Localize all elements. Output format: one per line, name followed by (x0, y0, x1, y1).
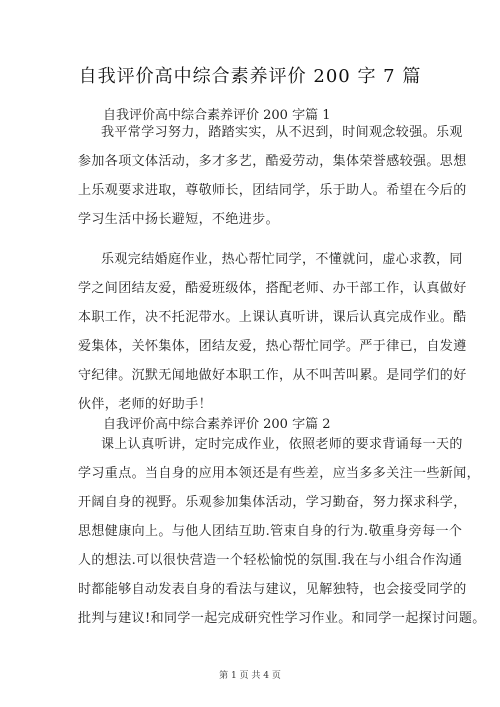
paragraph-1 (78, 118, 467, 234)
paragraph-line: 乐观完结婚庭作业，热心帮忙同学，不懂就问，虚心求教，同 (101, 252, 463, 267)
paragraph-line: 批判与建议!和同学一起完成研究性学习作业。和同学一起探讨问题。 (78, 611, 486, 626)
paragraph-line: 本职工作，决不托泥带水。上课认真听讲，课后认真完成作业。酷 (78, 310, 467, 325)
paragraph-line: 参加各项文体活动，多才多艺，酷爱劳动，集体荣誉感较强。思想 (78, 154, 467, 169)
paragraph-line: 上乐观要求进取，尊敬师长，团结同学，乐于助人。希望在今后的 (78, 183, 467, 198)
paragraph-3 (78, 430, 486, 633)
document-title: 自我评价高中综合素养评价 200 字 7 篇 (78, 66, 422, 87)
paragraph-line: 爱集体，关怀集体，团结友爱，热心帮忙同学。严于律已，自发遵 (78, 339, 467, 354)
section-heading-1: 自我评价高中综合素养评价 200 字篇 1 (103, 108, 331, 123)
paragraph-line: 我平常学习努力，踏踏实实，从不迟到，时间观念较强。乐观 (101, 125, 463, 140)
paragraph-line: 学习生活中扬长避短，不绝进步。 (78, 212, 280, 227)
paragraph-2 (78, 245, 467, 419)
paragraph-line: 伙伴，老师的好助手！ (78, 397, 213, 412)
page-number-footer: 第 1 页 共 4 页 (219, 671, 281, 681)
paragraph-line: 思想健康向上。与他人团结互助.管束自身的行为.敬重身旁每一个 (78, 524, 463, 539)
section-heading-2: 自我评价高中综合素养评价 200 字篇 2 (103, 417, 331, 432)
paragraph-line: 课上认真听讲，定时完成作业，依照老师的要求背诵每一天的 (101, 437, 463, 452)
paragraph-line: 人的想法.可以很快营造一个轻松愉悦的氛围.我在与小组合作沟通 (78, 553, 463, 568)
paragraph-line: 学之间团结友爱，酷爱班级体，搭配老师、办干部工作，认真做好 (78, 281, 467, 296)
paragraph-line: 守纪律。沉默无闻地做好本职工作，从不叫苦叫累。是同学们的好 (78, 368, 467, 383)
paragraph-line: 开阔自身的视野。乐观参加集体活动，学习勤奋，努力探求科学， (78, 495, 467, 510)
paragraph-line: 时都能够自动发表自身的看法与建议，见解独特，也会接受同学的 (78, 582, 467, 597)
paragraph-line: 学习重点。当自身的应用本领还是有些差，应当多多关注一些新闻， (78, 466, 481, 481)
